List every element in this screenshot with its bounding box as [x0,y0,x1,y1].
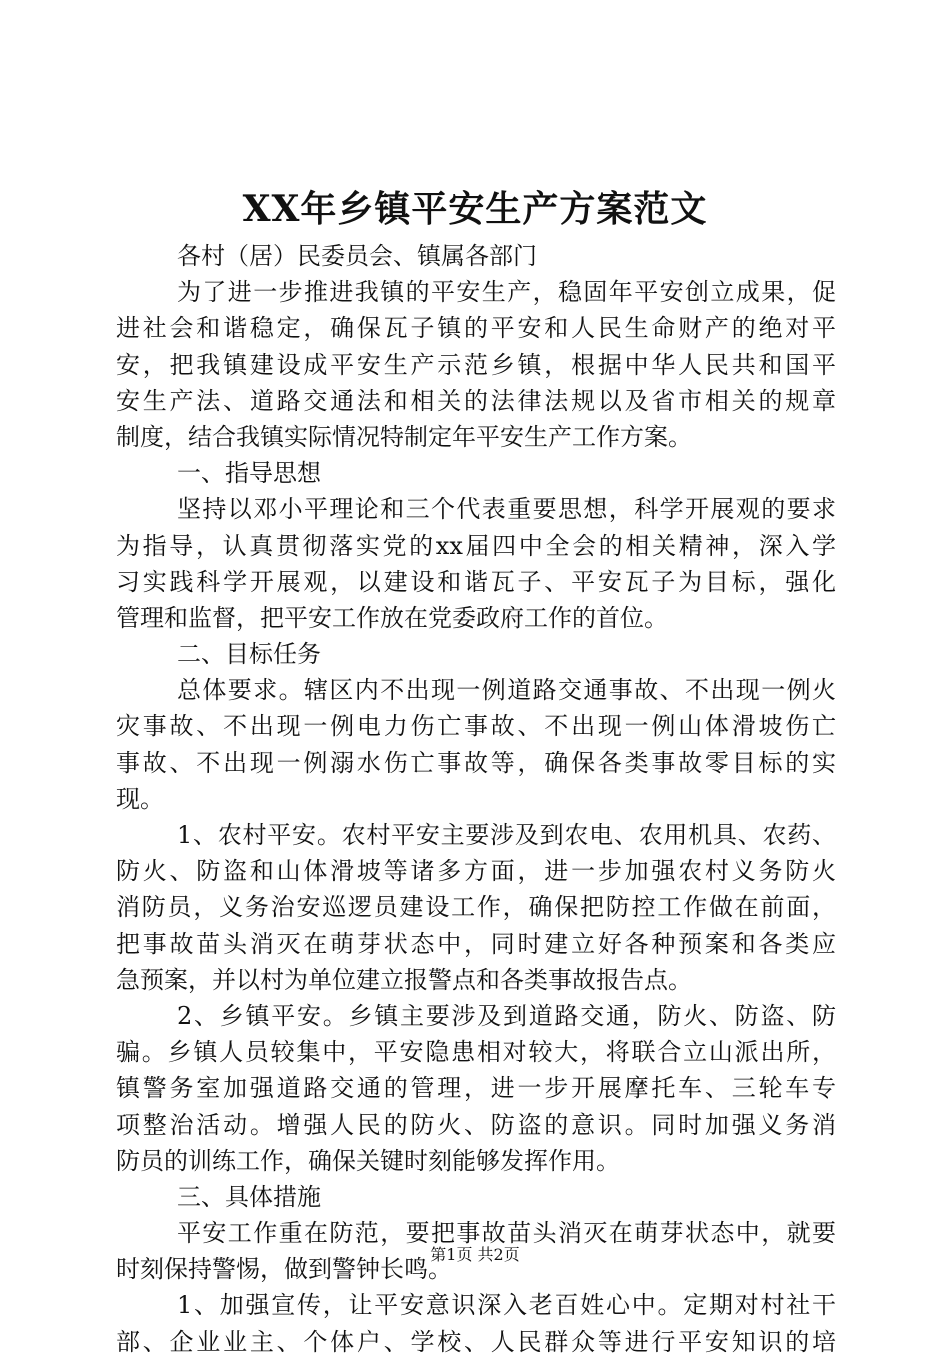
text-line: 安生产法、道路交通法和相关的法律法规以及省市相关的规章 [116,386,836,415]
text-line: 管理和监督，把平安工作放在党委政府工作的首位。 [116,603,668,632]
salutation-line: 各村（居）民委员会、镇属各部门 [177,242,537,270]
text-line: 防员的训练工作，确保关键时刻能够发挥作用。 [116,1146,620,1175]
text-line: 2、乡镇平安。乡镇主要涉及到道路交通，防火、防盗、防 [177,1001,836,1030]
text-line: 把事故苗头消灭在萌芽状态中，同时建立好各种预案和各类应 [116,929,836,958]
text-line: 总体要求。辖区内不出现一例道路交通事故、不出现一例火 [177,676,836,705]
text-line: 镇警务室加强道路交通的管理，进一步开展摩托车、三轮车专 [116,1074,836,1103]
section-heading: 二、目标任务 [177,640,321,669]
text-line: 部、企业业主、个体户、学校、人民群众等进行平安知识的培 [116,1327,836,1356]
page-footer: 第1页 共2页 [430,1245,520,1264]
text-line: 防火、防盗和山体滑坡等诸多方面，进一步加强农村义务防火 [116,857,836,886]
text-line: 安，把我镇建设成平安生产示范乡镇，根据中华人民共和国平 [116,350,836,379]
text-line: 平安工作重在防范，要把事故苗头消灭在萌芽状态中，就要 [177,1219,836,1248]
text-line: 坚持以邓小平理论和三个代表重要思想，科学开展观的要求 [177,495,836,524]
text-line: 为指导，认真贯彻落实党的xx届四中全会的相关精神，深入学 [116,531,836,560]
text-line: 制度，结合我镇实际情况特制定年平安生产工作方案。 [116,422,692,451]
section-heading: 三、具体措施 [177,1182,321,1211]
text-line: 1、农村平安。农村平安主要涉及到农电、农用机具、农药、 [177,821,836,849]
document-title: XX年乡镇平安生产方案范文 [242,188,708,230]
text-line: 现。 [116,784,164,813]
text-line: 急预案，并以村为单位建立报警点和各类事故报告点。 [116,965,692,994]
text-line: 为了进一步推进我镇的平安生产，稳固年平安创立成果，促 [177,278,836,307]
text-line: 项整治活动。增强人民的防火、防盗的意识。同时加强义务消 [116,1110,836,1139]
text-line: 骗。乡镇人员较集中，平安隐患相对较大，将联合立山派出所， [116,1038,836,1067]
document-body [116,238,836,1360]
text-line: 习实践科学开展观，以建设和谐瓦子、平安瓦子为目标，强化 [116,567,836,596]
text-line: 时刻保持警惕，做到警钟长鸣。 [116,1255,452,1284]
text-line: 消防员，义务治安巡逻员建设工作，确保把防控工作做在前面， [116,893,836,922]
text-line: 1、加强宣传，让平安意识深入老百姓心中。定期对村社干 [177,1291,836,1320]
section-heading: 一、指导思想 [177,459,321,488]
text-line: 灾事故、不出现一例电力伤亡事故、不出现一例山体滑坡伤亡 [116,712,836,741]
text-line: 进社会和谐稳定，确保瓦子镇的平安和人民生命财产的绝对平 [116,314,836,343]
text-line: 事故、不出现一例溺水伤亡事故等，确保各类事故零目标的实 [116,748,836,777]
